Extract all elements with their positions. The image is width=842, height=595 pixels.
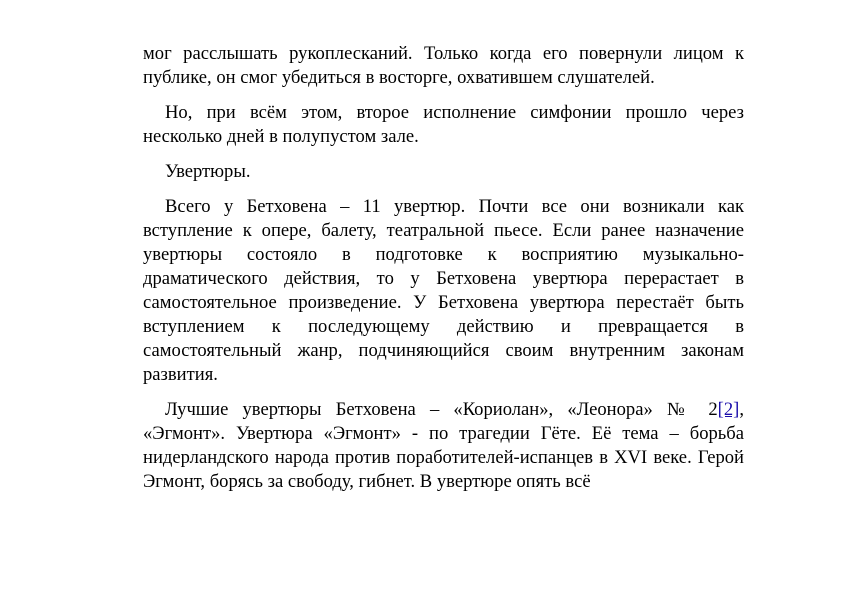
footnote-link[interactable]: [2] (717, 399, 740, 420)
document-text (143, 42, 744, 505)
paragraph-best-overtures-start: Лучшие увертюры Бетховена – «Кориолан», «Леонора» № 2 (165, 399, 718, 420)
paragraph-second-performance: Но, при всём этом, второе исполнение симфонии прошло через несколько дней в полупустом зале. (143, 102, 744, 147)
paragraph-overtures-count: Всего у Бетховена – 11 увертюр. Почти все они возникали как вступление к опере, балету, театральной пьесе. Если ранее назначение увертюры состояло в подготовке к восприятию музыкально-драматического действия, то у Бетховена увертюра перерастает в самостоятельное произведение. У Бетховена увертюра перестаёт быть вступлением к последующему действию и превращается в самостоятельный жанр, подчиняющийся своим внутренним законам развития. (143, 196, 744, 385)
paragraph-best-overtures (143, 398, 744, 494)
paragraph-best-overtures-end: , «Эгмонт». Увертюра «Эгмонт» - по трагедии Гёте. Её тема – борьба нидерландского народа против поработителей-испанцев в XVI веке. Герой Эгмонт, борясь за свободу, гибнет. В увертюре опять всё (143, 399, 744, 492)
section-heading-overtures: Увертюры. (165, 161, 251, 182)
paragraph-continuation: мог расслышать рукоплесканий. Только когда его повернули лицом к публике, он смог убедиться в восторге, охватившем слушателей. (143, 43, 744, 88)
